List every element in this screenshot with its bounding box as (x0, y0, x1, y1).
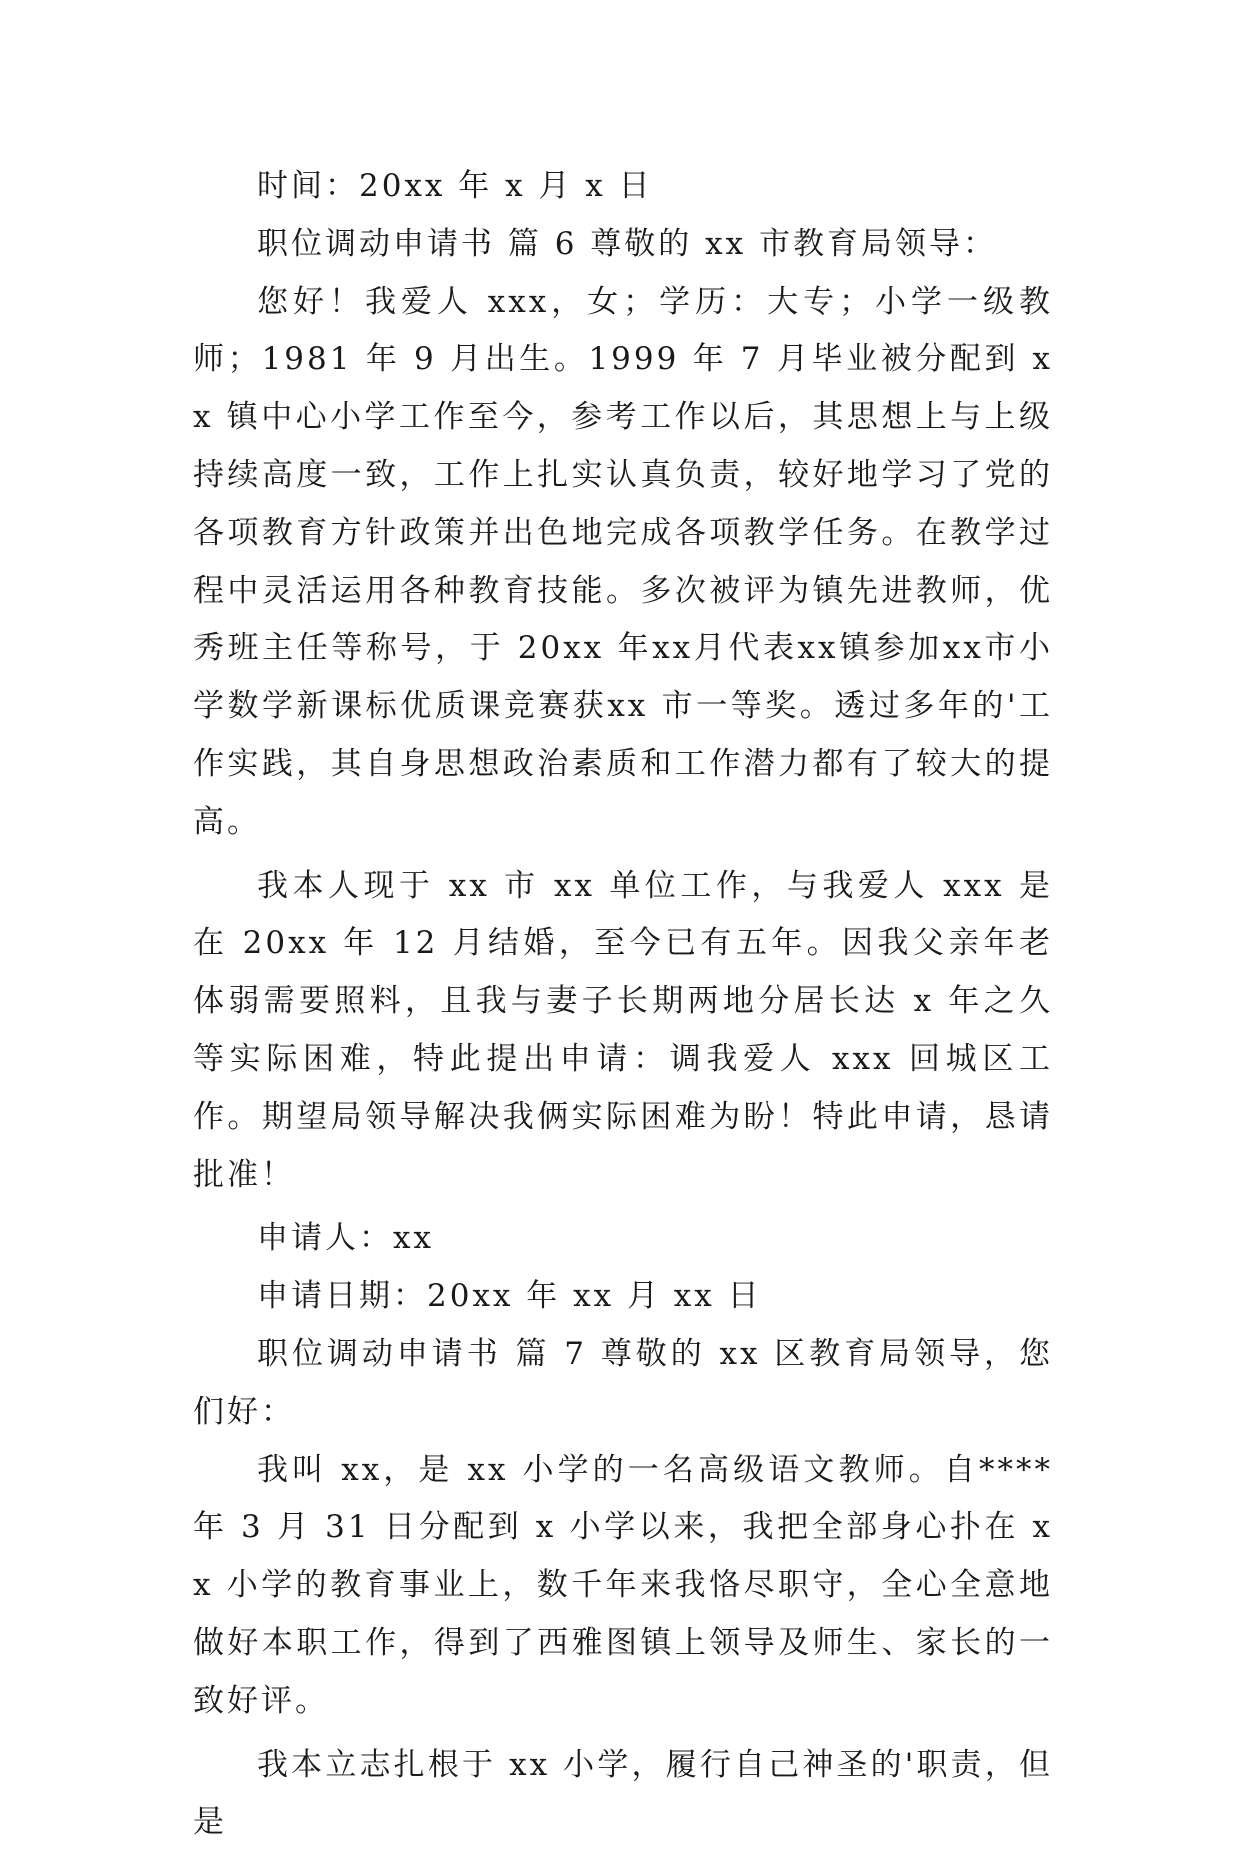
document-body (193, 158, 1053, 1852)
paragraph-date: 时间：20xx 年 x 月 x 日 (257, 168, 653, 204)
paragraph-heading-7: 职位调动申请书 篇 7 尊敬的 xx 区教育局领导，您们好： (193, 1335, 1053, 1430)
paragraph-body-2: 我本人现于 xx 市 xx 单位工作，与我爱人 xxx 是在 20xx 年 12 月结婚，至今已有五年。因我父亲年老体弱需要照料，且我与妻子长期两地分居长达 x 年之久等实际困难，特此提出申请：调我爱人 xxx 回城区工作。期望局领导解决我俩实际困难为盼！特此申请，恳请批准！ (193, 867, 1053, 1193)
paragraph-heading-6: 职位调动申请书 篇 6 尊敬的 xx 市教育局领导： (257, 225, 997, 262)
paragraph-apply-date: 申请日期：20xx 年 xx 月 xx 日 (257, 1278, 762, 1315)
paragraph-body-3: 我叫 xx，是 xx 小学的一名高级语文教师。自****年 3 月 31 日分配到 x 小学以来，我把全部身心扑在 xx 小学的教育事业上，数千年来我恪尽职守，全心全意地做好本职工作，得到了西雅图镇上领导及师生、家长的一致好评。 (193, 1451, 1053, 1719)
paragraph-body-1: 您好！我爱人 xxx，女；学历：大专；小学一级教师；1981 年 9 月出生。1999 年 7 月毕业被分配到 xx 镇中心小学工作至今，参考工作以后，其思想上与上级持续高度一致，工作上扎实认真负责，较好地学习了党的各项教育方针政策并出色地完成各项教学任务。在教学过程中灵活运用各种教育技能。多次被评为镇先进教师，优秀班主任等称号，于 20xx 年xx月代表xx镇参加xx市小学数学新课标优质课竞赛获xx 市一等奖。透过多年的'工作实践，其自身思想政治素质和工作潜力都有了较大的提高。 (193, 283, 1054, 840)
paragraph-body-4: 我本立志扎根于 xx 小学，履行自己神圣的'职责，但是 (193, 1746, 1053, 1841)
paragraph-applicant: 申请人：xx (257, 1220, 434, 1257)
